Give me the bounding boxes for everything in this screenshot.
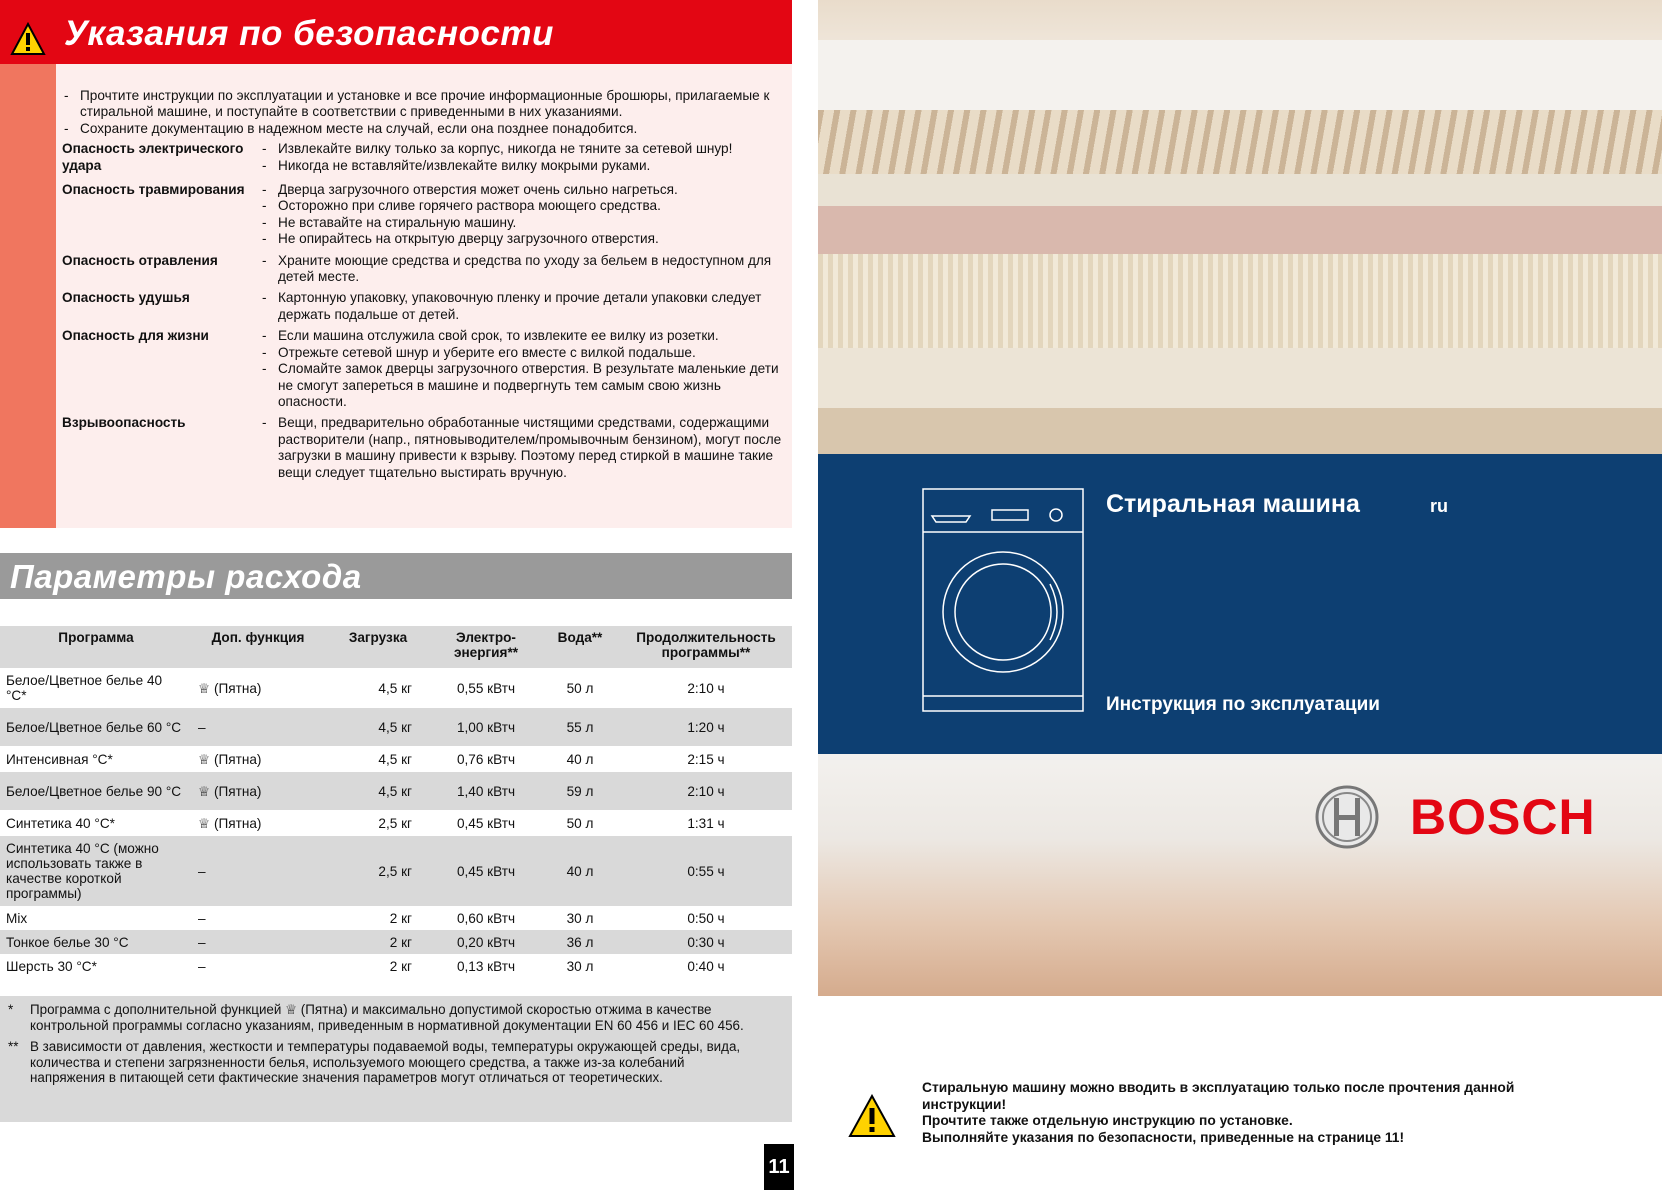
hazard-item: - Извлекайте вилку только за корпус, никогда не тяните за сетевой шнур!	[260, 141, 788, 157]
consumption-table	[0, 626, 792, 978]
consumption-title: Параметры расхода	[10, 558, 362, 595]
hazard-label: Опасность удушья	[62, 290, 190, 306]
extra-function-cell: –	[192, 708, 324, 746]
warning-icon	[10, 22, 46, 56]
water-cell: 50 л	[566, 815, 594, 831]
table-row	[0, 708, 792, 746]
warning-icon	[848, 1094, 896, 1138]
extra-function-cell: ♕ (Пятна)	[198, 751, 262, 767]
load-cell: 2,5 кг	[378, 815, 412, 831]
water-cell: 40 л	[566, 751, 594, 767]
table-row	[0, 746, 792, 772]
duration-cell: 0:55 ч	[620, 836, 792, 906]
energy-cell: 1,00 кВтч	[432, 708, 540, 746]
product-title: Стиральная машина	[1106, 490, 1360, 518]
extra-function-cell: –	[198, 958, 206, 974]
energy-cell: 0,45 кВтч	[456, 815, 516, 831]
washing-machine-icon	[922, 488, 1084, 712]
bosch-armature-icon	[1314, 784, 1380, 850]
load-cell: 2 кг	[389, 958, 412, 974]
energy-cell: 0,55 кВтч	[456, 680, 516, 696]
hazard-life	[62, 328, 788, 410]
hazard-item: - Не опирайтесь на открытую дверцу загрузочного отверстия.	[260, 231, 788, 247]
duration-cell: 0:30 ч	[620, 930, 792, 954]
language-code: ru	[1430, 496, 1448, 516]
table-row	[0, 810, 792, 836]
hazard-injury	[62, 182, 788, 248]
energy-cell: 0,45 кВтч	[432, 836, 540, 906]
hazard-item: - Храните моющие средства и средства по уходу за бельем в недоступном для детей месте.	[260, 253, 788, 286]
fabric-layer	[818, 254, 1662, 348]
read-instructions-notice	[818, 1080, 1662, 1150]
duration-cell: 1:31 ч	[687, 815, 725, 831]
notice-line: Выполняйте указания по безопасности, приведенные на странице 11!	[922, 1129, 1405, 1145]
brand-logo-text: BOSCH	[1410, 789, 1596, 845]
notice-line: Стиральную машину можно вводить в эксплуатацию только после прочтения данной инструкции!	[922, 1080, 1515, 1112]
footnote	[0, 1033, 792, 1086]
water-cell: 50 л	[566, 680, 594, 696]
duration-cell: 2:15 ч	[687, 751, 725, 767]
column-header: Доп. функция	[192, 626, 324, 668]
column-header: Вода**	[540, 626, 620, 668]
hazard-item: - Отрежьте сетевой шнур и уберите его вместе с вилкой подальше.	[260, 345, 788, 361]
extra-function-cell: ♕ (Пятна)	[198, 680, 262, 696]
side-accent-bar	[0, 64, 56, 528]
footnote-mark: **	[8, 1039, 19, 1055]
hazard-label: Опасность травмирования	[62, 182, 245, 198]
intro-item: - Сохраните документацию в надежном месте на случай, если она позднее понадобится.	[62, 121, 788, 137]
energy-cell: 0,60 кВтч	[456, 910, 516, 926]
hazard-item: - Дверца загрузочного отверстия может очень сильно нагреться.	[260, 182, 788, 198]
program-cell: Белое/Цветное белье 40 °C*	[6, 673, 163, 703]
duration-cell: 2:10 ч	[687, 680, 725, 696]
left-page	[0, 0, 800, 1190]
energy-cell: 0,13 кВтч	[456, 958, 516, 974]
hazard-explosion	[62, 415, 788, 481]
column-header: Электро-энергия**	[432, 626, 540, 668]
fabric-layer	[818, 408, 1662, 454]
load-cell: 2,5 кг	[324, 836, 432, 906]
hazard-item: - Сломайте замок дверцы загрузочного отверстия. В результате маленькие дети не смогут запереться в машине и подвергнуть тем самым свою жизнь опасности.	[260, 361, 788, 410]
hazard-label: Опасность отравления	[62, 252, 218, 268]
hazard-item: - Осторожно при сливе горячего раствора моющего средства.	[260, 198, 788, 214]
hazard-suffocation	[62, 290, 788, 323]
load-cell: 4,5 кг	[324, 708, 432, 746]
hazard-poisoning	[62, 253, 788, 286]
page-number: 11	[764, 1144, 794, 1190]
safety-content	[62, 88, 788, 481]
fabric-layer	[818, 348, 1662, 408]
table-row	[0, 954, 792, 978]
program-cell: Шерсть 30 °C*	[6, 958, 97, 974]
column-header: Загрузка	[324, 626, 432, 668]
duration-cell: 0:40 ч	[687, 958, 725, 974]
footnote-text: В зависимости от давления, жесткости и температуры подаваемой воды, температуры окружающей среды, вида, количества и степени загрязненности белья, используемого моющего средства, а также из-за колебаний напряжения в питающей сети фактические значения параметров могут отличаться от теоретических.	[30, 1039, 741, 1086]
footnote-text: Программа с дополнительной функцией ♕ (Пятна) и максимально допустимой скоростью отжима в качестве контрольной программы согласно указаниям, приведенным в нормативной документации EN 60 456 и IEC 60 456.	[30, 1002, 744, 1033]
table-row	[0, 836, 792, 906]
hazard-item: - Никогда не вставляйте/извлекайте вилку мокрыми руками.	[260, 158, 788, 174]
energy-cell: 1,40 кВтч	[432, 772, 540, 810]
notice-text	[922, 1080, 1522, 1146]
hazard-label: Опасность для жизни	[62, 328, 209, 344]
footnote-mark: *	[8, 1002, 14, 1017]
program-cell: Синтетика 40 °C (можно использовать также в качестве короткой программы)	[0, 836, 192, 906]
load-cell: 4,5 кг	[324, 772, 432, 810]
table-row	[0, 772, 792, 810]
water-cell: 40 л	[540, 836, 620, 906]
program-cell: Mix	[6, 910, 28, 926]
load-cell: 4,5 кг	[378, 751, 412, 767]
extra-function-cell: ♕ (Пятна)	[198, 815, 262, 831]
footnotes	[0, 996, 792, 1122]
hazard-item: - Если машина отслужила свой срок, то извлеките ее вилку из розетки.	[260, 328, 788, 344]
load-cell: 2 кг	[324, 930, 432, 954]
right-page	[818, 0, 1662, 1190]
water-cell: 30 л	[566, 910, 594, 926]
extra-function-cell: ♕ (Пятна)	[192, 772, 324, 810]
duration-cell: 0:50 ч	[687, 910, 725, 926]
program-cell: Синтетика 40 °C*	[6, 815, 115, 831]
table-row	[0, 906, 792, 930]
program-cell: Белое/Цветное белье 90 °C	[0, 772, 192, 810]
program-cell: Интенсивная °C*	[6, 751, 113, 767]
water-cell: 36 л	[540, 930, 620, 954]
table-header-row	[0, 626, 792, 668]
extra-function-cell: –	[192, 836, 324, 906]
notice-line: Прочтите также отдельную инструкцию по установке.	[922, 1113, 1293, 1128]
energy-cell: 0,20 кВтч	[432, 930, 540, 954]
intro-item: - Прочтите инструкции по эксплуатации и установке и все прочие информационные брошюры, прилагаемые к стиральной машине, и поступайте в соответствии с приведенными в них указаниями.	[62, 88, 788, 121]
duration-cell: 2:10 ч	[620, 772, 792, 810]
load-cell: 4,5 кг	[378, 680, 412, 696]
column-header: Программа	[0, 626, 192, 668]
fabric-layer	[818, 206, 1662, 254]
cover-blue-band	[818, 454, 1662, 754]
water-cell: 55 л	[540, 708, 620, 746]
table-row	[0, 930, 792, 954]
extra-function-cell: –	[198, 910, 206, 926]
duration-cell: 1:20 ч	[620, 708, 792, 746]
fabric-layer	[818, 174, 1662, 206]
hazard-item: - Не вставайте на стиральную машину.	[260, 215, 788, 231]
fabric-layer	[818, 40, 1662, 110]
hazard-item: - Картонную упаковку, упаковочную пленку и прочие детали упаковки следует держать подальше от детей.	[260, 290, 788, 323]
footnote	[0, 996, 792, 1033]
hazard-label: Взрывоопасность	[62, 415, 186, 431]
safety-intro	[62, 88, 788, 137]
consumption-header	[0, 553, 792, 599]
program-cell: Белое/Цветное белье 60 °C	[0, 708, 192, 746]
water-cell: 30 л	[566, 958, 594, 974]
safety-title: Указания по безопасности	[64, 14, 554, 53]
column-header: Продолжительность программы**	[620, 626, 792, 668]
load-cell: 2 кг	[389, 910, 412, 926]
table-row	[0, 668, 792, 708]
program-cell: Тонкое белье 30 °C	[0, 930, 192, 954]
hazard-electric	[62, 141, 788, 174]
manual-title: Инструкция по эксплуатации	[1106, 694, 1380, 715]
hazard-item: - Вещи, предварительно обработанные чистящими средствами, содержащими растворители (напр., пятновыводителем/промывочным бензином), могут после загрузки в машину привести к взрыву. Поэтому перед стиркой в машине такие вещи следует тщательно выстирать вручную.	[260, 415, 788, 481]
extra-function-cell: –	[192, 930, 324, 954]
water-cell: 59 л	[540, 772, 620, 810]
fabric-layer	[818, 110, 1662, 174]
laundry-photo	[818, 0, 1662, 454]
hands-photo	[818, 754, 1662, 996]
hazard-label: Опасность электрического удара	[62, 141, 244, 173]
energy-cell: 0,76 кВтч	[456, 751, 516, 767]
safety-header	[0, 0, 792, 64]
